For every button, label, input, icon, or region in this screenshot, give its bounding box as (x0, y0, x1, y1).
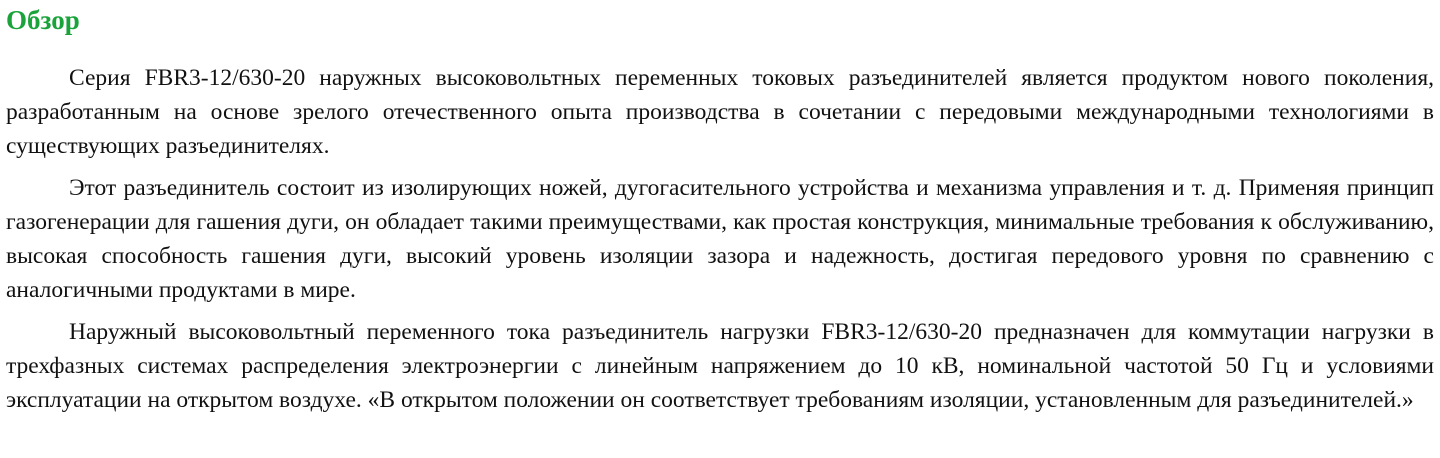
document-page (6, 0, 1434, 417)
paragraph-application: Наружный высоковольтный переменного тока разъединитель нагрузки FBR3-12/630-20 предназначен для коммутации нагрузки в трехфазных системах распределения электроэнергии с линейным напряжением до 10 кВ, номинальной частотой 50 Гц и условиями эксплуатации на открытом воздухе. «В открытом положении он соответствует требованиям изоляции, установленным для разъединителей.» (6, 319, 1434, 413)
paragraph-series-intro: Серия FBR3-12/630-20 наружных высоковольтных переменных токовых разъединителей является продуктом нового поколения, разработанным на основе зрелого отечественного опыта производства в сочетании с передовыми международными технологиями в существующих разъединителях. (6, 65, 1434, 159)
paragraph-construction: Этот разъединитель состоит из изолирующих ножей, дугогасительного устройства и механизма управления и т. д. Применяя принцип газогенерации для гашения дуги, он обладает такими преимуществами, как простая конструкция, минимальные требования к обслуживанию, высокая способность гашения дуги, высокий уровень изоляции зазора и надежность, достигая передового уровня по сравнению с аналогичными продуктами в мире. (6, 175, 1434, 303)
section-heading: Обзор (6, 5, 80, 35)
